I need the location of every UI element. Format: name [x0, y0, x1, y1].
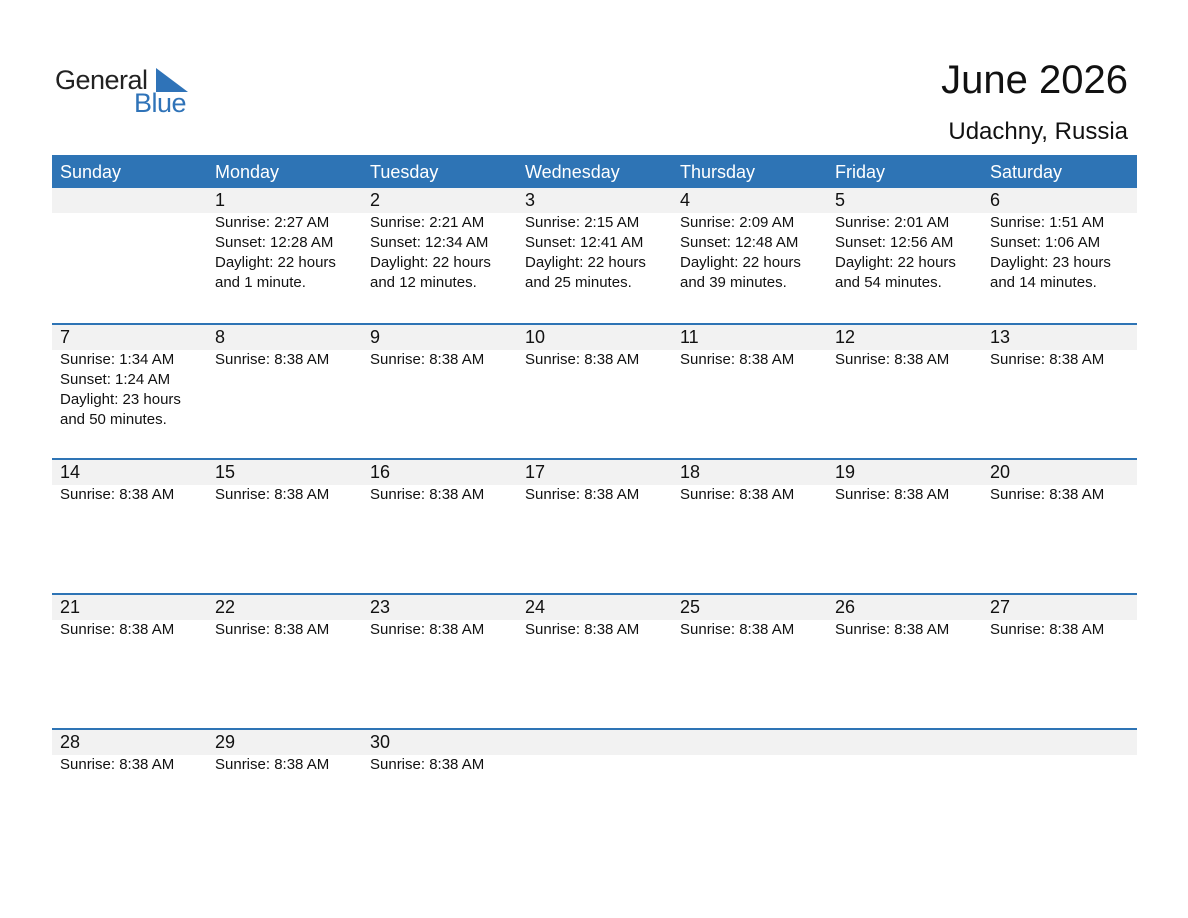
day-cell [672, 460, 827, 505]
day-info-line: and 39 minutes. [680, 274, 787, 291]
weekday-wednesday: Wednesday [525, 162, 620, 182]
day-cell [517, 460, 672, 505]
day-number: 25 [680, 597, 701, 617]
day-cell [827, 730, 982, 775]
day-cell [672, 730, 827, 775]
day-info-line: Sunrise: 2:01 AM [835, 214, 950, 231]
day-info-line: Sunrise: 8:38 AM [835, 351, 950, 368]
day-cell [982, 730, 1137, 775]
day-cell [517, 730, 672, 775]
day-cell [517, 595, 672, 640]
day-number: 19 [835, 462, 856, 482]
day-info-line: Daylight: 22 hours [680, 254, 801, 271]
day-number: 4 [680, 190, 691, 210]
day-number [835, 730, 982, 755]
day-info-line: Daylight: 22 hours [525, 254, 646, 271]
day-info-line: Sunrise: 8:38 AM [215, 621, 330, 638]
day-number: 5 [835, 190, 846, 210]
day-cell [362, 188, 517, 293]
day-number [60, 188, 207, 213]
day-cell [982, 460, 1137, 505]
day-info-line: Sunrise: 1:51 AM [990, 214, 1105, 231]
day-info-line: Sunrise: 8:38 AM [60, 486, 175, 503]
day-info-line: Sunrise: 8:38 AM [990, 351, 1105, 368]
day-cell [52, 325, 207, 430]
day-info-line: Sunset: 12:34 AM [370, 234, 489, 251]
day-number [990, 730, 1137, 755]
day-info-line: Daylight: 22 hours [215, 254, 336, 271]
day-info-line: Sunrise: 8:38 AM [835, 486, 950, 503]
day-info-line: and 54 minutes. [835, 274, 942, 291]
weekday-header-row [52, 155, 1137, 188]
day-info-line: Sunrise: 8:38 AM [990, 621, 1105, 638]
day-info-line: Sunset: 1:06 AM [990, 234, 1101, 251]
weekday-monday: Monday [215, 162, 280, 182]
calendar-title: June 2026 [941, 58, 1128, 102]
day-number: 10 [525, 327, 546, 347]
day-number: 21 [60, 597, 81, 617]
week-row [52, 458, 1137, 593]
day-info-line: Sunset: 12:48 AM [680, 234, 799, 251]
day-cell [827, 325, 982, 430]
day-number: 20 [990, 462, 1011, 482]
day-info-line: Sunrise: 8:38 AM [990, 486, 1105, 503]
day-cell [672, 188, 827, 293]
day-info-line: Sunrise: 8:38 AM [215, 351, 330, 368]
day-info-line: Sunrise: 8:38 AM [525, 351, 640, 368]
day-info-line: Sunrise: 8:38 AM [60, 621, 175, 638]
weekday-thursday: Thursday [680, 162, 756, 182]
day-info-line: Sunrise: 8:38 AM [370, 756, 485, 773]
day-info-line: Sunset: 12:28 AM [215, 234, 334, 251]
day-info-line: Daylight: 23 hours [990, 254, 1111, 271]
day-cell [207, 188, 362, 293]
day-number: 24 [525, 597, 546, 617]
day-number: 12 [835, 327, 856, 347]
day-number: 18 [680, 462, 701, 482]
day-info-line: Sunrise: 2:21 AM [370, 214, 485, 231]
day-cell [362, 595, 517, 640]
day-number: 13 [990, 327, 1011, 347]
day-info-line: and 1 minute. [215, 274, 306, 291]
generalblue-logo [55, 64, 215, 120]
day-number: 1 [215, 190, 226, 210]
day-cell [827, 460, 982, 505]
week-row [52, 593, 1137, 728]
day-number: 28 [60, 732, 81, 752]
day-info-line: Sunset: 12:56 AM [835, 234, 954, 251]
day-cell [207, 595, 362, 640]
day-number: 15 [215, 462, 236, 482]
day-info-line: Sunrise: 8:38 AM [215, 756, 330, 773]
day-number: 17 [525, 462, 546, 482]
day-number: 2 [370, 190, 381, 210]
day-info-line: Sunrise: 8:38 AM [525, 621, 640, 638]
week-row [52, 323, 1137, 458]
day-info-line: Daylight: 22 hours [370, 254, 491, 271]
calendar-location: Udachny, Russia [948, 118, 1128, 145]
day-cell [52, 188, 207, 293]
weekday-friday: Friday [835, 162, 886, 182]
day-number: 6 [990, 190, 1001, 210]
day-info-line: Sunrise: 8:38 AM [215, 486, 330, 503]
day-number: 9 [370, 327, 381, 347]
day-cell [827, 595, 982, 640]
day-cell [362, 460, 517, 505]
day-number [680, 730, 827, 755]
day-number: 8 [215, 327, 226, 347]
day-info-line: and 12 minutes. [370, 274, 477, 291]
weekday-saturday: Saturday [990, 162, 1063, 182]
day-info-line: Sunrise: 2:09 AM [680, 214, 795, 231]
week-row [52, 188, 1137, 323]
week-row [52, 728, 1137, 863]
day-number: 7 [60, 327, 71, 347]
day-info-line: Daylight: 22 hours [835, 254, 956, 271]
day-info-line: and 50 minutes. [60, 411, 167, 428]
day-cell [982, 325, 1137, 430]
day-info-line: Sunrise: 2:27 AM [215, 214, 330, 231]
day-cell [672, 595, 827, 640]
day-info-line: Daylight: 23 hours [60, 391, 181, 408]
day-number [525, 730, 672, 755]
day-cell [827, 188, 982, 293]
day-cell [982, 595, 1137, 640]
day-cell [517, 325, 672, 430]
day-info-line: Sunrise: 8:38 AM [680, 621, 795, 638]
day-cell [207, 460, 362, 505]
day-cell [517, 188, 672, 293]
day-cell [362, 325, 517, 430]
day-info-line: and 25 minutes. [525, 274, 632, 291]
day-info-line: Sunrise: 8:38 AM [370, 621, 485, 638]
day-info-line: Sunset: 12:41 AM [525, 234, 644, 251]
day-cell [207, 730, 362, 775]
day-info-line: and 14 minutes. [990, 274, 1097, 291]
day-info-line: Sunrise: 8:38 AM [680, 486, 795, 503]
day-number: 30 [370, 732, 391, 752]
day-info-line: Sunrise: 8:38 AM [370, 486, 485, 503]
day-info-line: Sunrise: 8:38 AM [680, 351, 795, 368]
day-number: 16 [370, 462, 391, 482]
day-info-line: Sunrise: 8:38 AM [525, 486, 640, 503]
calendar-grid [52, 188, 1137, 863]
weekday-sunday: Sunday [60, 162, 122, 182]
day-number: 3 [525, 190, 536, 210]
day-number: 29 [215, 732, 236, 752]
day-info-line: Sunrise: 2:15 AM [525, 214, 640, 231]
day-info-line: Sunrise: 8:38 AM [60, 756, 175, 773]
day-cell [52, 730, 207, 775]
day-cell [52, 460, 207, 505]
day-cell [982, 188, 1137, 293]
logo-word-general: General [55, 65, 148, 95]
day-number: 11 [680, 327, 699, 347]
day-info-line: Sunrise: 1:34 AM [60, 351, 175, 368]
weekday-tuesday: Tuesday [370, 162, 439, 182]
day-cell [207, 325, 362, 430]
day-cell [672, 325, 827, 430]
logo-word-blue: Blue [134, 88, 187, 118]
day-number: 14 [60, 462, 81, 482]
day-cell [52, 595, 207, 640]
day-cell [362, 730, 517, 775]
day-number: 27 [990, 597, 1011, 617]
day-info-line: Sunrise: 8:38 AM [370, 351, 485, 368]
day-number: 22 [215, 597, 236, 617]
day-info-line: Sunrise: 8:38 AM [835, 621, 950, 638]
day-number: 23 [370, 597, 391, 617]
day-number: 26 [835, 597, 856, 617]
day-info-line: Sunset: 1:24 AM [60, 371, 171, 388]
